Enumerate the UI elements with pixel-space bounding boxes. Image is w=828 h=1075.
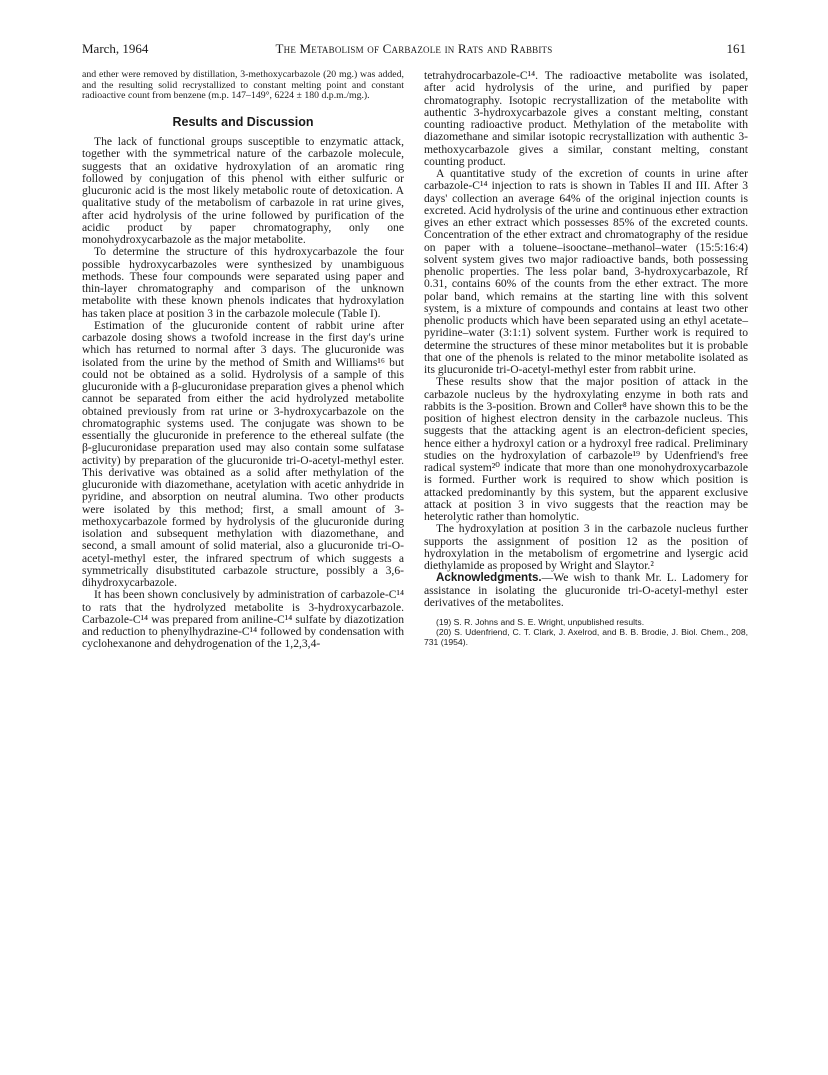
- acknowledgments-text: —We wish to thank Mr. L. Ladomery for assistance in isolating the glucuronide tri-O-acetyl-methyl ester derivatives of the metabolites.: [424, 571, 748, 609]
- paragraph: It has been shown conclusively by administration of carbazole-C¹⁴ to rats that the hydrolyzed metabolite is 3-hydroxycarbazole. Carbazole-C¹⁴ was prepared from aniline-C¹⁴ sulfate by diazotization and reduction to phenylhydrazine-C¹⁴ followed by condensation with cyclohexanone and dehydrogenation of the 1,2,3,4-: [82, 588, 404, 651]
- running-header: [82, 41, 746, 59]
- footnote: (20) S. Udenfriend, C. T. Clark, J. Axelrod, and B. B. Brodie, J. Biol. Chem., 208, 731 (1954).: [424, 627, 748, 647]
- paragraph: A quantitative study of the excretion of counts in urine after carbazole-C¹⁴ injection to rats is shown in Tables II and III. After 3 days' collection an average 64% of the original injection counts is excreted. Acid hydrolysis of the urine and continuous ether extraction gives an ether extract which possesses 85% of the excreted counts. Concentration of the ether extract and chromatography of the residue on paper with a toluene–isooctane–methanol–water (15:5:16:4) solvent system gives two major radioactive bands, both possessing phenolic properties. The less polar band, 3-hydroxycarbazole, Rf 0.31, contains 60% of the counts from the ether extract. The more polar band, which remains at the starting line with this solvent system, is a mixture of compounds and contains at least two other phenolic products which have been separated using an ethyl acetate–pyridine–water (3:1:1) solvent system. Further work is required to determine the structures of these minor metabolites but it is probable that one of the phenols is related to the minor metabolite isolated as its glucuronide tri-O-acetyl-methyl ester from rabbit urine.: [424, 167, 748, 376]
- paragraph: These results show that the major position of attack in the carbazole nucleus by the hydroxylating enzyme in both rats and rabbits is the 3-position. Brown and Coller⁸ have shown this to be the position of highest electron density in the carbazole nucleus. This suggests that the attacking agent is an electron-deficient species, hence either a hydroxyl cation or a hydroxyl free radical. Preliminary studies on the hydroxylation of carbazole¹⁹ by Udenfriend's free radical system²⁰ indicate that more than one monohydroxycarbazole is formed. Further work is required to show which position is attacked predominantly by this system, but the apparent exclusive attack at position 3 in vivo suggests that the reaction may be heterolytic rather than homolytic.: [424, 375, 748, 523]
- page-number: 161: [726, 41, 746, 56]
- paragraph: The lack of functional groups susceptible to enzymatic attack, together with the symmetrical nature of the carbazole molecule, suggests that an oxidative hydroxylation of an aromatic ring followed by conjugation of this phenol with either sulfuric or glucuronic acid is the most likely metabolic route of detoxication. A qualitative study of the metabolism of carbazole in rat urine gives, after acid hydrolysis of the urine followed by purification of the acidic product by paper chromatography, only one monohydroxycarbazole as the major metabolite.: [82, 135, 404, 247]
- paragraph: To determine the structure of this hydroxycarbazole the four possible hydroxycarbazoles were synthesized by unambiguous methods. These four compounds were separated using paper and thin-layer chromatography and comparison of the unknown metabolite with these known phenols indicates that hydroxylation has taken place at position 3 in the carbazole molecule (Table I).: [82, 245, 404, 320]
- right-column: [424, 70, 748, 647]
- footnotes: [424, 617, 748, 647]
- left-column: [82, 70, 404, 651]
- experimental-continuation: and ether were removed by distillation, 3-methoxycarbazole (20 mg.) was added, and the resulting solid recrystallized to constant melting point and constant radioactive count from benzene (m.p. 147–149°, 6224 ± 180 d.p.m./mg.).: [82, 69, 404, 102]
- paragraph: The hydroxylation at position 3 in the carbazole nucleus further supports the assignment of position 12 as the position of hydroxylation in the metabolism of ergometrine and lysergic acid diethylamide as proposed by Wright and Slaytor.²: [424, 522, 748, 572]
- header-title: The Metabolism of Carbazole in Rats and Rabbits: [275, 41, 553, 56]
- paragraph: tetrahydrocarbazole-C¹⁴. The radioactive metabolite was isolated, after acid hydrolysis of the urine, and purified by paper chromatography. Isotopic recrystallization of the metabolite with authentic 3-hydroxycarbazole gives a constant melting, constant counting radioactive product. Methylation of the metabolite with diazomethane and similar isotopic recrystallization with authentic 3-methoxycarbazole gives a similar, constant melting, constant counting product.: [424, 69, 748, 168]
- acknowledgments: [424, 572, 748, 609]
- paragraph: Estimation of the glucuronide content of rabbit urine after carbazole dosing shows a twofold increase in the first day's urine which has returned to normal after 3 days. The glucuronide was isolated from the urine by the method of Smith and Williams¹⁶ but could not be obtained as a solid. Hydrolysis of a sample of this glucuronide with a β-glucuronidase preparation gives a phenol which cannot be separated from either the acid hydrolyzed metabolite obtained previously from rat urine or 3-hydroxycarbazole on the chromatographic systems used. The conjugate was shown to be essentially the glucuronide in preference to the ethereal sulfate (the β-glucuronidase preparation used may also contain some sulfatase activity) by preparation of the glucuronide tri-O-acetyl-methyl ester. This derivative was obtained as a solid after methylation of the glucuronide with diazomethane, acetylation with acetic anhydride in pyridine, and absorption on neutral alumina. Two other products were isolated by this method; first, a small amount of 3-methoxycarbazole formed by hydrolysis of the glucuronide during isolation and subsequent methylation with diazomethane, and second, a small amount of solid material, also a glucuronide tri-O-acetyl-methyl ester, the infrared spectrum of which suggests a symmetrically disubstituted carbazole structure, possibly a 3,6-dihydroxycarbazole.: [82, 318, 404, 590]
- section-title: Results and Discussion: [172, 114, 314, 129]
- header-date: March, 1964: [82, 41, 149, 56]
- acknowledgments-heading: Acknowledgments.: [436, 571, 542, 585]
- footnote: (19) S. R. Johns and S. E. Wright, unpublished results.: [436, 617, 645, 627]
